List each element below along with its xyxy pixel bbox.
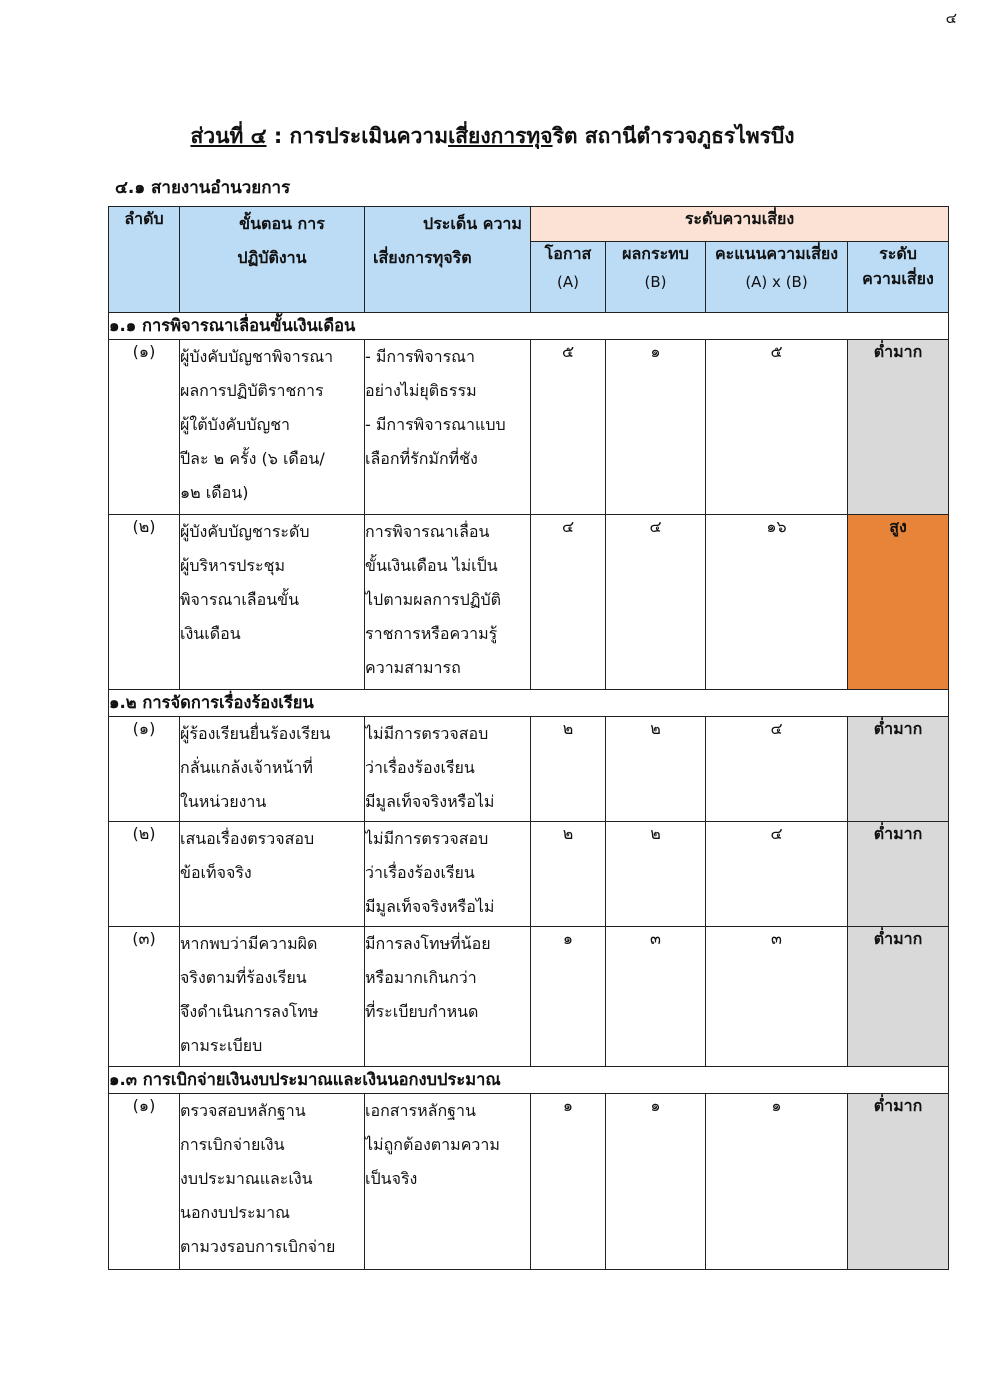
table-row <box>109 340 949 515</box>
group-row <box>109 690 949 717</box>
risk-table <box>108 206 949 1270</box>
step-line: เสนอเรื่องตรวจสอบ <box>180 829 315 848</box>
issue-line: ราชการหรือความรู้ <box>365 624 498 643</box>
issue-line: ที่ระเบียบกำหนด <box>365 1002 479 1021</box>
row-score: ๕ <box>706 340 848 515</box>
row-issue <box>365 515 531 690</box>
row-score: ๔ <box>706 822 848 927</box>
step-line: ผลการปฏิบัติราชการ <box>180 381 324 400</box>
step-line: จึงดำเนินการลงโทษ <box>180 1002 319 1021</box>
step-line: กลั่นแกล้งเจ้าหน้าที่ <box>180 758 313 777</box>
issue-line: - มีการพิจารณา <box>365 347 475 366</box>
title-sep: : การประเมินความ <box>266 124 449 148</box>
issue-line: ไม่มีการตรวจสอบ <box>365 724 489 743</box>
group-title: ๑.๒ การจัดการเรื่องร้องเรียน <box>109 690 949 717</box>
issue-line: เป็นจริง <box>365 1169 418 1188</box>
issue-line: มีมูลเท็จจริงหรือไม่ <box>365 897 495 916</box>
row-impact: ๒ <box>606 822 706 927</box>
row-risk-level: ต่ำมาก <box>848 717 949 822</box>
row-impact: ๑ <box>606 1094 706 1270</box>
row-chance: ๒ <box>531 822 606 927</box>
step-line: ปีละ ๒ ครั้ง (๖ เดือน/ <box>180 449 325 468</box>
row-risk-level: ต่ำมาก <box>848 1094 949 1270</box>
row-issue <box>365 822 531 927</box>
header-impact: ผลกระทบ (B) <box>606 242 706 313</box>
row-impact: ๑ <box>606 340 706 515</box>
group-title: ๑.๑ การพิจารณาเลื่อนขั้นเงินเดือน <box>109 313 949 340</box>
step-line: ผู้บังคับบัญชาพิจารณา <box>180 347 334 366</box>
group-row <box>109 1067 949 1094</box>
row-seq: (๒) <box>109 822 180 927</box>
table-row <box>109 515 949 690</box>
step-line: ในหน่วยงาน <box>180 792 267 811</box>
title-rest: ริต สถานีตำรวจภูธรไพรบึง <box>552 124 795 148</box>
title-prefix: ส่วนที่ ๔ <box>190 124 267 148</box>
step-line: ผู้ใต้บังคับบัญชา <box>180 415 291 434</box>
table-row <box>109 717 949 822</box>
step-line: ตรวจสอบหลักฐาน <box>180 1101 306 1120</box>
issue-line: ขั้นเงินเดือน ไม่เป็น <box>365 556 498 575</box>
row-seq: (๓) <box>109 927 180 1067</box>
row-impact: ๔ <box>606 515 706 690</box>
row-issue <box>365 717 531 822</box>
group-title: ๑.๓ การเบิกจ่ายเงินงบประมาณและเงินนอกงบประมาณ <box>109 1067 949 1094</box>
header-risk-level: ระดับความเสี่ยง <box>531 207 949 242</box>
step-line: ข้อเท็จจริง <box>180 863 252 882</box>
row-chance: ๒ <box>531 717 606 822</box>
row-chance: ๑ <box>531 927 606 1067</box>
row-risk-level: ต่ำมาก <box>848 822 949 927</box>
row-issue <box>365 1094 531 1270</box>
issue-line: ว่าเรื่องร้องเรียน <box>365 758 475 777</box>
row-seq: (๑) <box>109 340 180 515</box>
issue-line: หรือมากเกินกว่า <box>365 968 477 987</box>
row-seq: (๑) <box>109 717 180 822</box>
step-line: ตามระเบียบ <box>180 1036 263 1055</box>
row-risk-level: ต่ำมาก <box>848 927 949 1067</box>
step-line: พิจารณาเลือนขั้น <box>180 590 300 609</box>
issue-line: การพิจารณาเลื่อน <box>365 522 490 541</box>
issue-line: ไม่ถูกต้องตามความ <box>365 1135 500 1154</box>
row-score: ๓ <box>706 927 848 1067</box>
page-number: ๔ <box>945 9 957 27</box>
step-line: การเบิกจ่ายเงิน <box>180 1135 285 1154</box>
row-step <box>180 340 365 515</box>
table-row <box>109 1094 949 1270</box>
row-impact: ๓ <box>606 927 706 1067</box>
table-row <box>109 822 949 927</box>
step-line: ผู้บังคับบัญชาระดับ <box>180 522 310 541</box>
row-step <box>180 1094 365 1270</box>
issue-line: มีการลงโทษที่น้อย <box>365 934 491 953</box>
issue-line: มีมูลเท็จจริงหรือไม่ <box>365 792 495 811</box>
issue-line: - มีการพิจารณาแบบ <box>365 415 506 434</box>
page-title <box>0 120 985 153</box>
issue-line: ไปตามผลการปฏิบัติ <box>365 590 502 609</box>
header-score: คะแนนความเสี่ยง (A) x (B) <box>706 242 848 313</box>
step-line: จริงตามที่ร้องเรียน <box>180 968 307 987</box>
row-impact: ๒ <box>606 717 706 822</box>
header-issue: ประเด็น ความ เสี่ยงการทุจริต <box>365 207 531 313</box>
row-score: ๑ <box>706 1094 848 1270</box>
title-underlined: เสี่ยงการทุจ <box>448 124 553 148</box>
issue-line: อย่างไม่ยุติธรรม <box>365 381 477 400</box>
risk-table-body <box>109 313 949 1270</box>
table-row <box>109 927 949 1067</box>
section-heading: ๔.๑ สายงานอำนวยการ <box>115 178 291 198</box>
row-step <box>180 515 365 690</box>
issue-line: ไม่มีการตรวจสอบ <box>365 829 489 848</box>
step-line: เงินเดือน <box>180 624 241 643</box>
header-level: ระดับ ความเสี่ยง <box>848 242 949 313</box>
header-chance: โอกาส (A) <box>531 242 606 313</box>
row-step <box>180 927 365 1067</box>
header-step: ขั้นตอน การ ปฏิบัติงาน <box>180 207 365 313</box>
row-issue <box>365 927 531 1067</box>
row-score: ๑๖ <box>706 515 848 690</box>
row-step <box>180 822 365 927</box>
step-line: ผู้บริหารประชุม <box>180 556 285 575</box>
row-chance: ๔ <box>531 515 606 690</box>
row-step <box>180 717 365 822</box>
issue-line: ว่าเรื่องร้องเรียน <box>365 863 475 882</box>
issue-line: เอกสารหลักฐาน <box>365 1101 476 1120</box>
row-chance: ๑ <box>531 1094 606 1270</box>
header-seq: ลำดับ <box>109 207 180 313</box>
group-row <box>109 313 949 340</box>
row-seq: (๑) <box>109 1094 180 1270</box>
issue-line: เลือกที่รักมักที่ชัง <box>365 449 478 468</box>
step-line: ตามวงรอบการเบิกจ่าย <box>180 1237 336 1256</box>
issue-line: ความสามารถ <box>365 658 461 677</box>
step-line: งบประมาณและเงิน <box>180 1169 313 1188</box>
row-score: ๔ <box>706 717 848 822</box>
row-chance: ๕ <box>531 340 606 515</box>
row-risk-level: สูง <box>848 515 949 690</box>
step-line: หากพบว่ามีความผิด <box>180 934 318 953</box>
step-line: นอกงบประมาณ <box>180 1203 290 1222</box>
step-line: ๑๒ เดือน) <box>180 483 249 502</box>
step-line: ผู้ร้องเรียนยื่นร้องเรียน <box>180 724 331 743</box>
row-risk-level: ต่ำมาก <box>848 340 949 515</box>
row-seq: (๒) <box>109 515 180 690</box>
row-issue <box>365 340 531 515</box>
